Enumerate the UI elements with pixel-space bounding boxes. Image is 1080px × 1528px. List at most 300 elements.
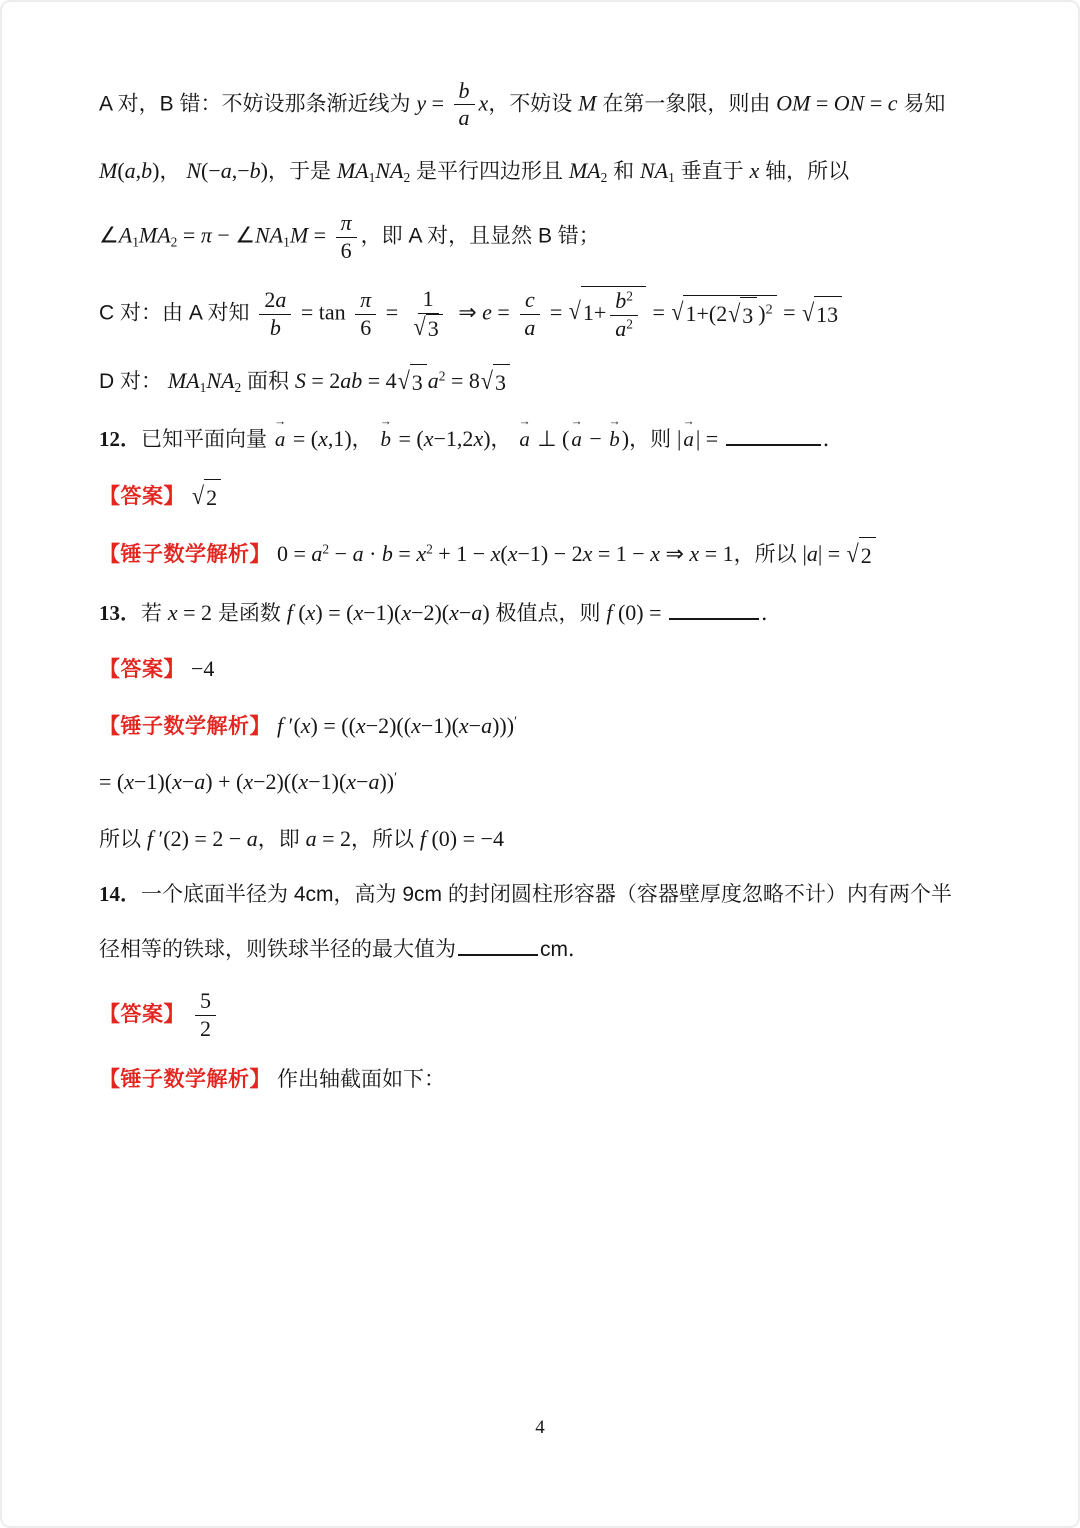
text-run: ，则 (629, 428, 677, 452)
math-symbol: 1 (283, 234, 290, 250)
math-run (270, 315, 281, 340)
math-symbol: ,− (231, 157, 250, 183)
radicand (410, 364, 427, 400)
math-symbol: ) (482, 599, 490, 625)
math-symbol: | = (817, 541, 846, 567)
math-symbol: = 4 (362, 367, 397, 393)
math-run (295, 368, 397, 393)
math-variable: x (298, 769, 309, 795)
vector-symbol: → a (518, 413, 531, 452)
text-run: 是平行四边形且 (410, 159, 569, 183)
radical-icon: √ (671, 296, 684, 325)
math-run (360, 315, 371, 340)
math-symbol: −2)(( (365, 712, 412, 738)
math-run (380, 300, 403, 325)
math-variable: a (471, 599, 483, 625)
math-run (647, 300, 670, 325)
math-symbol: ′ (514, 713, 518, 729)
math-run (420, 826, 504, 851)
math-symbol: = 2 (305, 367, 341, 393)
math-symbol: 2 (438, 368, 446, 384)
math-run (578, 90, 596, 115)
math-symbol: = (777, 299, 802, 325)
answer-blank (458, 936, 538, 956)
math-run (776, 90, 897, 115)
math-symbol: − ∠ (211, 222, 255, 248)
text-run: A 对，B 错：不妨设那条渐近线为 (99, 92, 417, 116)
radicand (426, 314, 443, 342)
math-symbol (346, 300, 352, 325)
text-run: ， (490, 428, 518, 452)
math-symbol: = (864, 90, 888, 116)
math-variable: f (146, 825, 153, 851)
radicand (859, 537, 876, 573)
answer-label: 【锤子数学解析】 (99, 1068, 271, 1092)
math-variable: π (200, 222, 212, 248)
math-symbol: −2)(( (253, 769, 299, 795)
fraction (259, 287, 291, 341)
paragraph-question-13 (99, 596, 986, 631)
radical-icon: √ (397, 366, 410, 395)
math-symbol: = ( (99, 769, 125, 795)
math-symbol: ( (500, 541, 508, 567)
answer-label: 【答案】 (99, 658, 185, 682)
text-run: 极值点，则 (489, 601, 607, 625)
math-symbol: − (458, 599, 472, 625)
square-root (398, 364, 427, 400)
math-variable: a (311, 541, 323, 567)
math-variable: x (478, 90, 489, 116)
math-symbol: ) (621, 426, 630, 452)
math-symbol: 0 = (277, 541, 312, 567)
text-run: D 对： (99, 369, 168, 393)
math-symbol: − (181, 769, 195, 795)
math-run (139, 223, 171, 248)
math-symbol: 6 (360, 314, 372, 340)
math-variable: x (458, 712, 469, 738)
paragraph-question-14 (99, 878, 986, 912)
math-symbol: ′ (394, 769, 398, 785)
math-variable: M (99, 157, 118, 183)
math-variable: x (507, 541, 518, 567)
math-variable: x (124, 769, 134, 795)
math-variable: a (615, 315, 627, 341)
math-variable: a (368, 769, 380, 795)
subscript (283, 235, 290, 250)
math-run (459, 105, 470, 130)
fraction (610, 288, 638, 342)
math-variable: x (423, 426, 434, 452)
paragraph-question-14-cont (99, 934, 986, 967)
math-run (200, 1016, 211, 1041)
math-symbol: = 1 − (592, 541, 651, 567)
math-variable: x (749, 157, 760, 183)
math-variable: c (524, 287, 535, 313)
math-variable: x (172, 769, 182, 795)
paragraph-analysis-12 (99, 537, 986, 574)
text-run: C 对：由 A 对知 (99, 301, 256, 325)
math-run (816, 302, 838, 327)
paragraph-analysis-14 (99, 1064, 986, 1097)
text-run: 作出轴截面如下： (277, 1068, 445, 1092)
math-variable: ab (340, 367, 363, 393)
square-root (192, 479, 221, 515)
text-run: ，即 A 对，且显然 B 错； (360, 224, 600, 248)
math-run (393, 426, 491, 451)
fraction-denominator (336, 238, 357, 264)
math-run (290, 223, 332, 248)
radical-icon: √ (192, 481, 205, 510)
math-variable: x (582, 541, 593, 567)
radicand (581, 286, 646, 342)
math-symbol: | = (695, 426, 724, 452)
math-run (615, 288, 626, 313)
math-variable: NA (375, 157, 404, 183)
math-symbol: −1,2 (433, 426, 474, 452)
vector-arrow-icon: → (518, 413, 531, 428)
square-root (671, 295, 776, 334)
subscript (132, 235, 139, 250)
math-symbol: ⊥ ( (531, 426, 570, 452)
text-run: 已知平面向量 (141, 428, 273, 452)
fraction-numerator (610, 288, 638, 315)
math-symbol: 1 (199, 379, 207, 395)
math-variable: S (294, 367, 306, 393)
text-run: 径相等的铁球，则铁球半径的最大值为 (99, 937, 456, 961)
math-symbol: ,1) (327, 426, 352, 452)
math-symbol: ) = (( (310, 712, 356, 738)
math-symbol: −1) − 2 (517, 541, 583, 567)
math-symbol: 3 (411, 370, 423, 396)
math-variable: b (269, 314, 281, 340)
math-symbol: = (308, 222, 332, 248)
paragraph-answer-13 (99, 652, 986, 687)
text-run: 一个底面半径为 4cm，高为 9cm 的封闭圆柱形容器（容器壁厚度忽略不计）内有两个半 (141, 883, 952, 907)
text-run: 和 (607, 159, 640, 183)
math-symbol: 3 (427, 315, 439, 341)
text-run: 面积 (241, 369, 295, 393)
math-symbol: ′(2) = 2 − (152, 825, 247, 851)
math-symbol: = 1 (699, 541, 734, 567)
radicand (204, 479, 221, 515)
math-variable: a (806, 541, 818, 567)
math-variable: x (650, 541, 660, 567)
paragraph-answer-14 (99, 988, 986, 1042)
superscript (626, 289, 633, 304)
math-run (177, 223, 283, 248)
math-run (544, 300, 567, 325)
math-symbol: − (329, 541, 353, 567)
math-run (583, 300, 606, 325)
square-root (728, 297, 757, 333)
math-symbol: 1 (132, 234, 139, 250)
math-symbol: ) = ( (315, 599, 354, 625)
math-variable: N (186, 157, 202, 183)
math-run (758, 301, 765, 326)
superscript (766, 301, 773, 317)
math-symbol: = (177, 222, 201, 248)
math-variable: b (458, 78, 470, 103)
math-run (287, 426, 351, 451)
math-run (606, 600, 667, 625)
math-run (459, 78, 470, 103)
math-run (433, 541, 734, 566)
math-variable: b (249, 157, 261, 183)
math-symbol: 2 (626, 288, 633, 304)
math-run (200, 988, 211, 1013)
text-run: 在第一象限，则由 (596, 92, 777, 116)
math-symbol: = (646, 299, 671, 325)
radical-icon: √ (568, 296, 581, 325)
superscript (394, 770, 397, 785)
radical-icon: √ (480, 366, 493, 395)
question-number: 13． (99, 600, 141, 625)
math-run (168, 368, 200, 393)
math-symbol: 1+(2 (685, 300, 728, 326)
text-run: ，所以 (733, 543, 803, 567)
math-variable: a (481, 712, 493, 738)
superscript (514, 713, 517, 728)
math-symbol: = ( (287, 426, 319, 452)
math-run (861, 543, 872, 568)
math-variable: tan (318, 299, 346, 325)
math-variable: NA (206, 367, 235, 393)
math-symbol: | (802, 541, 807, 567)
math-symbol: 2 (234, 379, 242, 395)
vector-symbol: → a (274, 413, 287, 452)
vector-symbol: → a (682, 413, 695, 452)
math-run (685, 301, 727, 326)
math-variable: x (355, 712, 366, 738)
math-run (147, 826, 258, 851)
square-root (802, 296, 842, 332)
square-root (569, 286, 646, 342)
math-variable: a (124, 157, 136, 183)
math-symbol: = (380, 299, 404, 325)
math-run (360, 287, 371, 312)
math-run (277, 713, 514, 738)
radicand (683, 295, 776, 334)
answer-blank (669, 600, 759, 620)
math-symbol: 2 (765, 300, 773, 317)
fraction-denominator (519, 315, 540, 341)
text-run: ，即 (257, 827, 306, 851)
math-symbol: 13 (816, 301, 839, 327)
square-root (414, 314, 443, 342)
math-variable: a (275, 287, 287, 313)
math-variable: a (220, 157, 232, 183)
math-run (412, 370, 423, 395)
fraction-numerator (520, 287, 540, 314)
math-symbol: = (295, 299, 319, 325)
square-root (481, 364, 510, 400)
math-symbol: = (544, 299, 568, 325)
answer-label: 【锤子数学解析】 (99, 714, 271, 738)
math-symbol: 2 (426, 541, 433, 557)
math-variable: x (490, 541, 501, 567)
math-symbol: ( (292, 599, 306, 625)
math-symbol: 1 (668, 169, 675, 185)
math-run (525, 287, 535, 312)
fraction-numerator (336, 210, 357, 237)
vector-arrow-icon: → (274, 413, 287, 428)
math-variable: a (427, 367, 439, 393)
math-run (615, 316, 626, 341)
math-run (569, 158, 601, 183)
math-run (206, 485, 217, 510)
fraction-denominator (355, 315, 376, 341)
fraction-numerator (418, 286, 439, 313)
paragraph-solution-ab (99, 78, 986, 132)
math-variable: x (167, 599, 178, 625)
math-run (341, 238, 352, 263)
text-run: 若 (141, 601, 168, 625)
math-symbol: = (392, 541, 417, 567)
paragraph-answer-12 (99, 479, 986, 515)
text-run: ，所以 (351, 827, 420, 851)
math-run (375, 158, 403, 183)
paragraph-solution-d (99, 364, 986, 401)
radical-icon: √ (413, 312, 426, 341)
text-run: 易知 (897, 92, 946, 116)
paragraph-analysis-13 (99, 709, 986, 744)
math-symbol: − (356, 769, 369, 795)
fraction-denominator (408, 314, 449, 342)
math-symbol: − (583, 426, 608, 452)
math-run (453, 300, 516, 325)
text-run: ． (761, 601, 783, 625)
fraction-numerator (355, 287, 376, 314)
math-symbol: 2 (200, 1015, 211, 1041)
math-run (99, 223, 132, 248)
math-symbol: (0) = −4 (425, 825, 504, 851)
math-variable: a (194, 769, 206, 795)
text-run: cm． (540, 937, 589, 961)
paragraph-solution-c (99, 286, 986, 342)
math-symbol: + 1 − (432, 541, 491, 567)
math-symbol: ) (758, 300, 766, 326)
math-symbol: −4 (191, 656, 215, 682)
question-number: 12． (99, 427, 141, 452)
math-symbol: 2 (322, 541, 330, 557)
math-run (696, 426, 724, 451)
fraction-numerator (259, 287, 291, 314)
math-symbol: = (810, 90, 834, 116)
text-run: 所以 (99, 827, 147, 851)
math-variable: MA (138, 222, 171, 248)
math-variable: x (305, 599, 316, 625)
math-run (423, 286, 434, 311)
math-symbol: − (468, 712, 482, 738)
paragraph-solution-mn (99, 154, 986, 189)
text-run: ， (159, 159, 187, 183)
fraction-denominator (454, 105, 475, 131)
math-symbol: (0) = (612, 599, 668, 625)
math-variable: a (352, 541, 364, 567)
question-number: 14． (99, 882, 141, 907)
math-variable: A (118, 222, 133, 248)
superscript (626, 316, 633, 331)
math-run (445, 368, 479, 393)
answer-label: 【答案】 (99, 484, 185, 508)
math-run (341, 210, 352, 235)
math-variable: x (401, 599, 412, 625)
math-run (99, 769, 394, 794)
math-run (99, 158, 159, 183)
math-run (264, 287, 286, 312)
text-run: ， (351, 428, 379, 452)
subscript (668, 170, 675, 185)
text-run: ，不妨设 (488, 92, 579, 116)
radical-icon: √ (728, 299, 741, 328)
math-variable: x (243, 769, 254, 795)
math-variable: x (473, 426, 484, 452)
math-run (428, 368, 439, 393)
math-variable: π (340, 210, 352, 236)
math-variable: f (606, 599, 613, 625)
math-symbol: 1 (368, 169, 376, 185)
fraction (454, 78, 475, 132)
math-run (495, 370, 506, 395)
math-run (186, 158, 268, 183)
math-variable: x (416, 541, 427, 567)
math-variable: f (277, 712, 284, 738)
math-run (479, 90, 489, 115)
math-symbol: ∠ (99, 222, 119, 248)
math-symbol: = 2 (177, 599, 213, 625)
math-symbol: 1 (422, 286, 434, 312)
math-run (584, 426, 607, 451)
math-symbol: 2 (626, 316, 633, 332)
vector-arrow-icon: → (570, 413, 583, 428)
fraction-numerator (454, 78, 475, 105)
math-symbol: )) (379, 769, 395, 795)
math-variable: e (482, 299, 492, 325)
math-run (416, 90, 449, 115)
fraction-denominator (610, 316, 638, 342)
math-run (750, 158, 760, 183)
math-variable: M (578, 90, 597, 116)
math-variable: x (449, 599, 459, 625)
math-symbol: | (676, 426, 682, 452)
radicand (493, 364, 510, 400)
math-run (329, 541, 426, 566)
fraction-numerator (195, 988, 216, 1015)
math-symbol: −1)( (308, 769, 347, 795)
math-symbol: 3 (494, 370, 506, 396)
math-variable: x (411, 712, 421, 738)
paragraph-analysis-13-step3 (99, 822, 986, 857)
math-run (778, 300, 801, 325)
math-symbol: , (135, 157, 142, 183)
math-symbol: −1)( (134, 769, 173, 795)
math-run (168, 600, 212, 625)
fraction (195, 988, 216, 1042)
math-symbol: ) + ( (205, 769, 244, 795)
math-symbol: −1)( (420, 712, 459, 738)
math-run (640, 158, 668, 183)
math-run (206, 368, 234, 393)
radical-icon: √ (802, 298, 815, 327)
answer-label: 【锤子数学解析】 (99, 543, 271, 567)
answer-blank (726, 427, 821, 447)
math-variable: x (346, 769, 357, 795)
square-root (847, 537, 876, 573)
fraction (519, 287, 540, 341)
paragraph-analysis-13-step2 (99, 765, 986, 800)
math-variable: x (300, 712, 311, 738)
math-variable: f (286, 599, 293, 625)
